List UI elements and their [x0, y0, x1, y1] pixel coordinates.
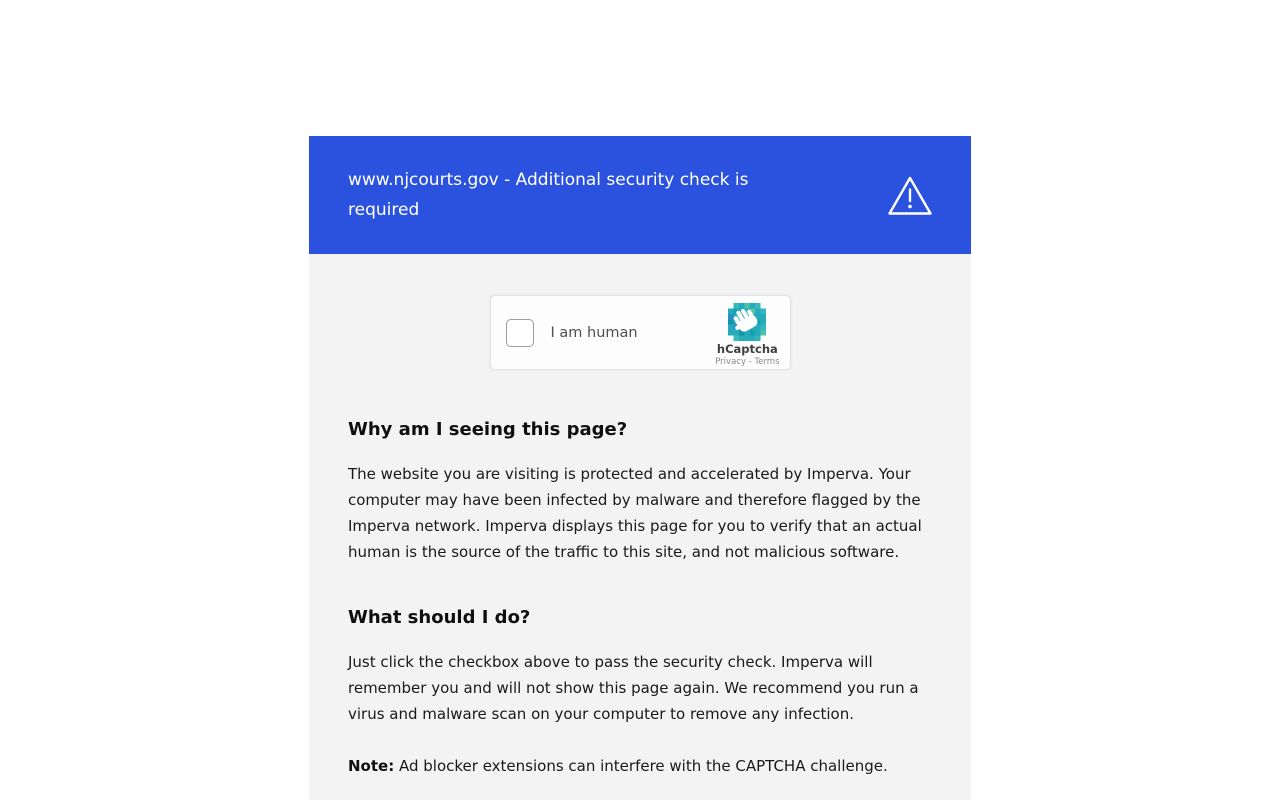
links-separator-text: - — [748, 356, 752, 367]
warning-triangle-icon — [887, 175, 933, 216]
hcaptcha-brand-name: hCaptcha — [716, 341, 778, 356]
hcaptcha-brand-block — [715, 299, 779, 367]
privacy-link[interactable]: Privacy — [715, 356, 746, 367]
terms-link[interactable]: Terms — [754, 356, 780, 367]
note-text: Ad blocker extensions can interfere with the CAPTCHA challenge. — [398, 757, 888, 775]
note-label: Note: — [348, 757, 395, 775]
panel-header — [309, 136, 971, 254]
section-heading-what: What should I do? — [348, 607, 531, 628]
page-title: www.njcourts.gov - Additional security check is required — [348, 170, 749, 220]
section-body-what: Just click the checkbox above to pass the security check. Imperva will remember you and will not show this page again. We recommend you run a virus and malware scan on your computer to remove any infection. — [348, 653, 919, 723]
note — [348, 753, 932, 779]
panel-body — [309, 254, 971, 800]
i-am-human-label: I am human — [550, 324, 638, 341]
hcaptcha-links — [715, 358, 779, 367]
section-heading-why: Why am I seeing this page? — [348, 419, 628, 440]
hcaptcha-widget — [490, 295, 791, 370]
i-am-human-checkbox[interactable] — [506, 319, 534, 347]
security-check-panel — [309, 136, 971, 800]
hcaptcha-logo-icon[interactable] — [728, 303, 766, 341]
section-body-why: The website you are visiting is protected and accelerated by Imperva. Your computer may have been infected by malware and therefore flagged by the Imperva network. Imperva displays this page for you to verify that an actual human is the source of the traffic to this site, and not malicious software. — [348, 465, 922, 561]
